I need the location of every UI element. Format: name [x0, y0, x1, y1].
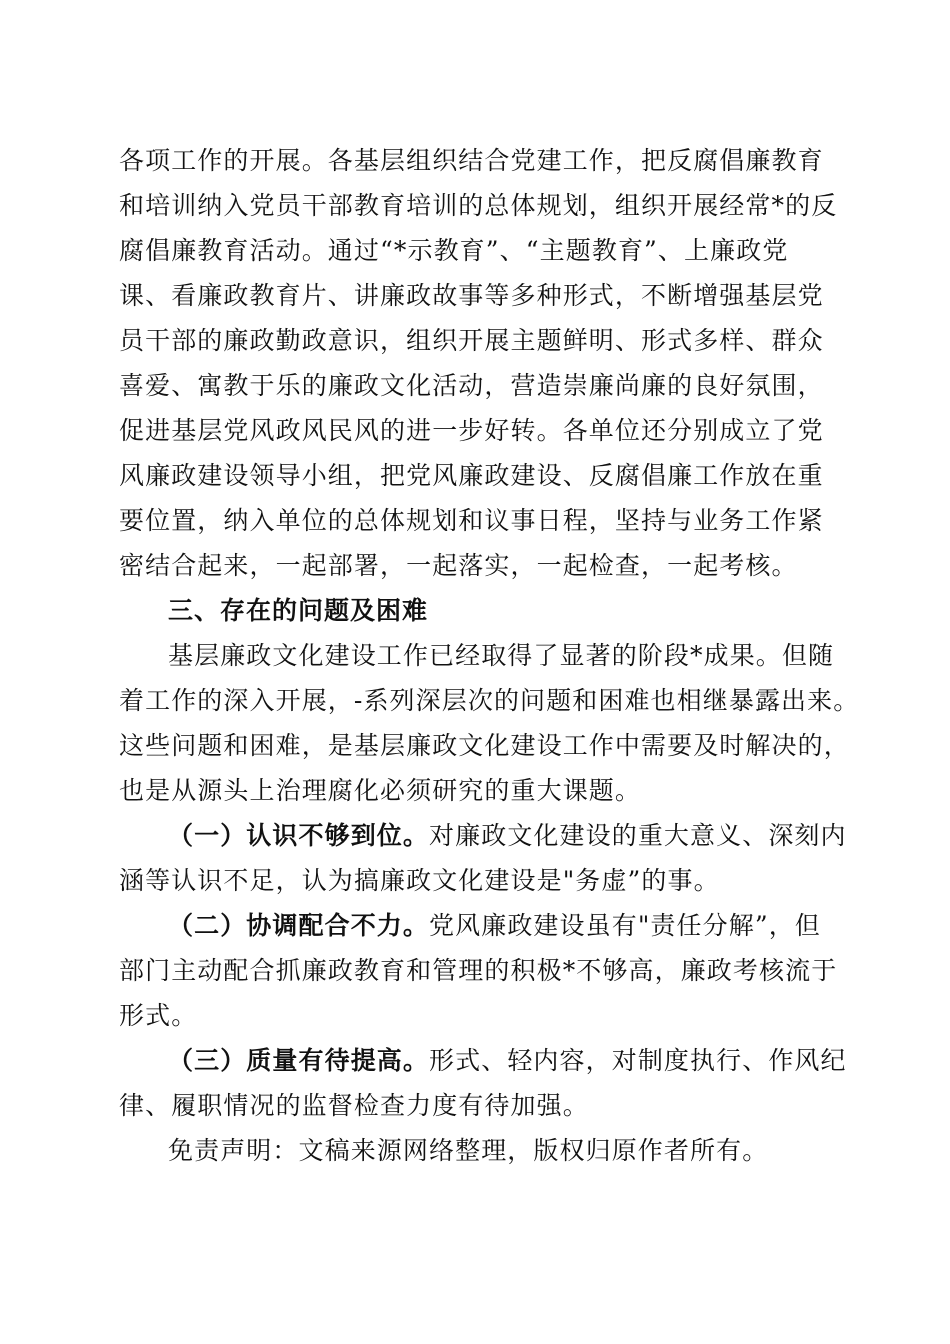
paragraph-line: 要位置，纳入单位的总体规划和议事日程，坚持与业务工作紧 — [119, 506, 824, 535]
paragraph-line: 部门主动配合抓廉政教育和管理的积极*不够高，廉政考核流于 — [119, 956, 838, 985]
paragraph-line: 密结合起来，一起部署，一起落实，一起检查，一起考核。 — [119, 551, 798, 580]
section-heading: 三、存在的问题及困难 — [168, 596, 429, 625]
paragraph-line: 也是从源头上治理腐化必须研究的重大课题。 — [119, 776, 642, 805]
paragraph-line: 这些问题和困难，是基层廉政文化建设工作中需要及时解决的， — [119, 731, 850, 760]
paragraph-line: 风廉政建设领导小组，把党风廉政建设、反腐倡廉工作放在重 — [119, 461, 824, 490]
item-label: （三）质量有待提高。 — [168, 1046, 430, 1075]
paragraph-line: 腐倡廉教育活动。通过“*示教育”、“主题教育”、上廉政党 — [119, 236, 789, 265]
paragraph-line: 各项工作的开展。各基层组织结合党建工作，把反腐倡廉教育 — [119, 146, 824, 175]
paragraph-line: 课、看廉政教育片、讲廉政故事等多种形式，不断增强基层党 — [119, 281, 824, 310]
item-label: （二）协调配合不力。 — [168, 911, 430, 940]
item-line — [168, 911, 888, 941]
paragraph-line: 促进基层党风政风民风的进一步好转。各单位还分别成立了党 — [119, 416, 824, 445]
paragraph-line: 律、履职情况的监督检查力度有待加强。 — [119, 1091, 589, 1120]
item-text: 对廉政文化建设的重大意义、深刻内 — [429, 821, 847, 850]
paragraph-line: 形式。 — [119, 1001, 198, 1030]
disclaimer: 免责声明：文稿来源网络整理，版权归原作者所有。 — [168, 1136, 769, 1165]
item-text: 党风廉政建设虽有"责任分解”，但 — [429, 911, 821, 940]
item-line — [168, 1046, 888, 1076]
paragraph-line: 喜爱、寓教于乐的廉政文化活动，营造崇廉尚廉的良好氛围， — [119, 371, 824, 400]
paragraph-line: 基层廉政文化建设工作已经取得了显著的阶段*成果。但随 — [168, 641, 835, 670]
item-line — [168, 821, 888, 851]
item-text: 形式、轻内容，对制度执行、作风纪 — [429, 1046, 847, 1075]
paragraph-line: 着工作的深入开展，-系列深层次的问题和困难也相继暴露出来。 — [119, 686, 860, 715]
paragraph-line: 和培训纳入党员干部教育培训的总体规划，组织开展经常*的反 — [119, 191, 838, 220]
item-label: （一）认识不够到位。 — [168, 821, 430, 850]
paragraph-line: 涵等认识不足，认为搞廉政文化建设是"务虚”的事。 — [119, 866, 720, 895]
paragraph-line: 员干部的廉政勤政意识，组织开展主题鲜明、形式多样、群众 — [119, 326, 824, 355]
